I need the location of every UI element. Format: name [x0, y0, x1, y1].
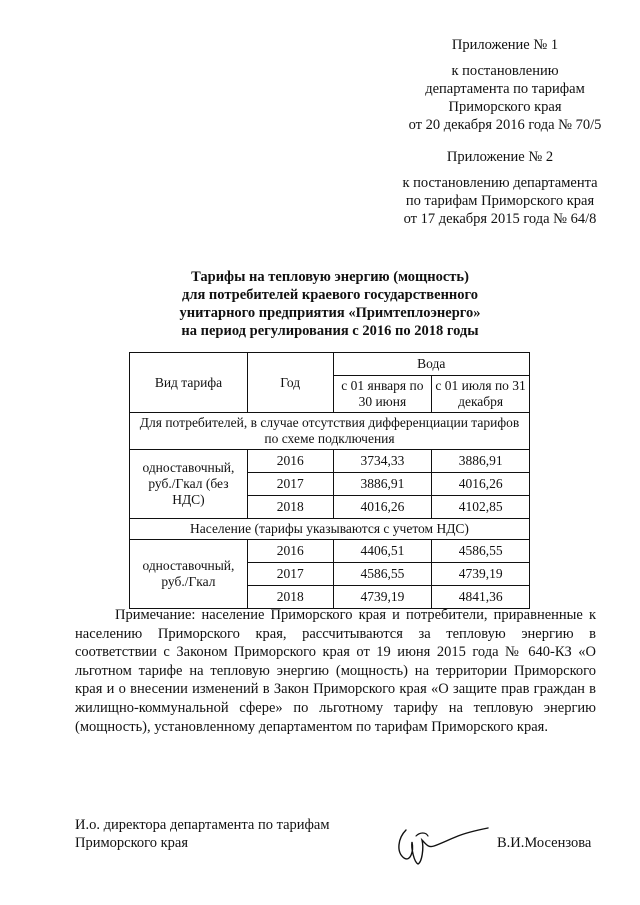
document-title [90, 268, 570, 340]
year-cell: 2016 [247, 450, 333, 473]
appendix-2-line: к постановлению департамента [402, 175, 598, 191]
value-cell: 4739,19 [333, 586, 432, 609]
appendix-1-block [380, 36, 630, 134]
signatory-position [75, 816, 330, 852]
value-cell: 3886,91 [333, 473, 432, 496]
year-cell: 2017 [247, 473, 333, 496]
note-text: Примечание: население Приморского края и потребители, приравненные к населению Приморского края, рассчитываются за тепловую энергию в соответствии с Законом Приморского края от 19 июня 2015 года № 640-КЗ «О льготном тарифе на тепловую энергию (мощность) на территории Приморского края и о внесении изменений в Закон Приморского края «О защите прав граждан в жилищно-коммунальной сфере» по льготному тарифу на тепловую энергию (мощность), установленному департаментом по тарифам Приморского края. [75, 607, 596, 735]
position-line: И.о. директора департамента по тарифам [75, 817, 330, 833]
header-year: Год [247, 353, 333, 413]
appendix-2-heading: Приложение № 2 [446, 149, 554, 165]
group-2-tariff: одноставочный, руб./Гкал [130, 540, 248, 609]
value-cell: 4016,26 [333, 496, 432, 519]
year-cell: 2017 [247, 563, 333, 586]
value-cell: 4406,51 [333, 540, 432, 563]
value-cell: 3886,91 [432, 450, 530, 473]
table-row [130, 540, 530, 563]
title-line: Тарифы на тепловую энергию (мощность) [191, 269, 469, 285]
position-line: Приморского края [75, 835, 189, 851]
appendix-1-heading: Приложение № 1 [451, 37, 559, 53]
title-line: для потребителей краевого государственного [181, 287, 478, 303]
group-2-title: Население (тарифы указываются с учетом НДС) [130, 519, 530, 540]
group-1-header-row [130, 413, 530, 450]
header-period-1: с 01 января по 30 июня [333, 376, 432, 413]
value-cell: 4739,19 [432, 563, 530, 586]
value-cell: 4586,55 [333, 563, 432, 586]
group-2-header-row [130, 519, 530, 540]
appendix-2-line: от 17 декабря 2015 года № 64/8 [403, 211, 597, 227]
value-cell: 4841,36 [432, 586, 530, 609]
appendix-2-line: по тарифам Приморского края [405, 193, 595, 209]
value-cell: 4586,55 [432, 540, 530, 563]
year-cell: 2018 [247, 496, 333, 519]
table-row [130, 450, 530, 473]
year-cell: 2016 [247, 540, 333, 563]
tariff-table [129, 352, 530, 609]
note-paragraph [75, 606, 596, 736]
appendix-2-block [370, 148, 630, 228]
title-line: унитарного предприятия «Примтеплоэнерго» [179, 305, 481, 321]
table-header-row [130, 353, 530, 376]
header-tariff-type: Вид тарифа [130, 353, 248, 413]
appendix-1-line: Приморского края [448, 99, 562, 115]
header-water: Вода [333, 353, 529, 376]
group-1-tariff: одноставочный, руб./Гкал (без НДС) [130, 450, 248, 519]
value-cell: 4102,85 [432, 496, 530, 519]
appendix-1-line: от 20 декабря 2016 года № 70/5 [408, 117, 602, 133]
handwritten-signature [392, 818, 492, 870]
appendix-1-line: к постановлению [451, 63, 559, 79]
appendix-1-line: департамента по тарифам [425, 81, 585, 97]
value-cell: 4016,26 [432, 473, 530, 496]
group-1-title: Для потребителей, в случае отсутствия дифференциации тарифов по схеме подключения [130, 413, 530, 450]
title-line: на период регулирования с 2016 по 2018 годы [181, 323, 479, 339]
header-period-2: с 01 июля по 31 декабря [432, 376, 530, 413]
year-cell: 2018 [247, 586, 333, 609]
value-cell: 3734,33 [333, 450, 432, 473]
signatory-name: В.И.Мосензова [497, 835, 592, 851]
